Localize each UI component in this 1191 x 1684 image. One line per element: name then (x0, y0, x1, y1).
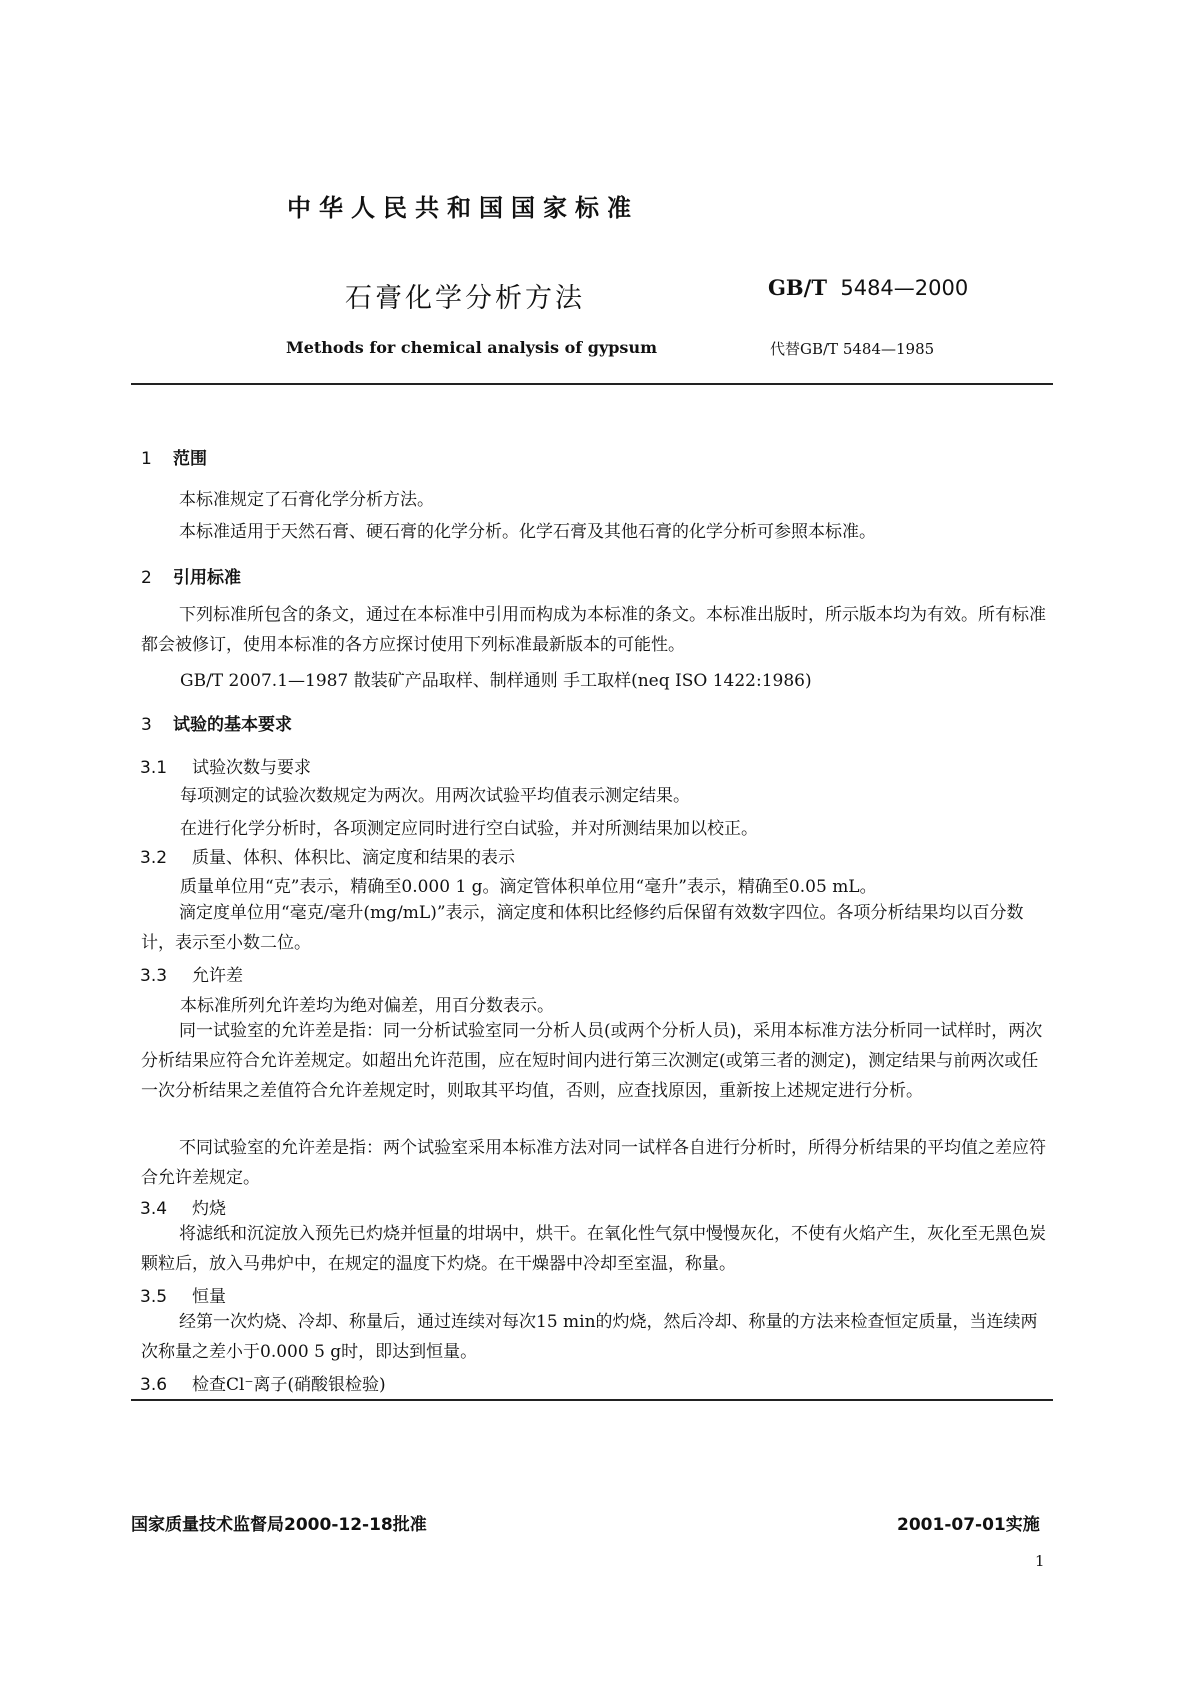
subsection-number: 3.2 (140, 848, 168, 868)
subsection-3-1-heading (140, 753, 311, 778)
subsection-number: 3.4 (140, 1199, 168, 1219)
subsection-number: 3.6 (140, 1375, 168, 1395)
national-standard-title: 中华人民共和国国家标准 (287, 194, 639, 222)
section-title: 引用标准 (173, 568, 241, 588)
reference-standard: GB/T 2007.1—1987 散装矿产品取样、制样通则 手工取样(neq ISO 1422:1986) (180, 671, 812, 691)
subsection-title: 检查Cl⁻离子(硝酸银检验) (192, 1375, 386, 1395)
paragraph: 质量单位用“克”表示，精确至0.000 1 g。滴定管体积单位用“毫升”表示，精确至0.05 mL。 (180, 877, 877, 897)
paragraph: 本标准适用于天然石膏、硬石膏的化学分析。化学石膏及其他石膏的化学分析可参照本标准。 (179, 522, 876, 542)
section-title: 试验的基本要求 (173, 715, 292, 735)
subsection-3-2-heading (140, 843, 515, 868)
subsection-number: 3.3 (140, 966, 168, 986)
paragraph: 本标准所列允许差均为绝对偏差，用百分数表示。 (180, 996, 554, 1016)
section-2-heading (141, 563, 241, 588)
subsection-3-4-heading (140, 1194, 226, 1219)
section-number: 3 (141, 715, 152, 735)
subsection-number: 3.1 (140, 758, 168, 778)
paragraph: 在进行化学分析时，各项测定应同时进行空白试验，并对所测结果加以校正。 (180, 819, 758, 839)
subsection-3-5-heading (140, 1282, 226, 1307)
implementation-date: 2001-07-01实施 (897, 1515, 1040, 1535)
english-title: Methods for chemical analysis of gypsum (286, 338, 657, 357)
standard-prefix: GB/T (768, 275, 827, 300)
approval-note: 国家质量技术监督局2000-12-18批准 (131, 1515, 427, 1535)
subsection-3-3-heading (140, 961, 243, 986)
section-1-heading (141, 444, 207, 469)
paragraph: 滴定度单位用“毫克/毫升(mg/mL)”表示，滴定度和体积比经修约后保留有效数字四位。各项分析结果均以百分数计，表示至小数二位。 (141, 903, 1024, 953)
paragraph: 每项测定的试验次数规定为两次。用两次试验平均值表示测定结果。 (180, 786, 690, 806)
header-divider (131, 383, 1053, 385)
subsection-title: 恒量 (192, 1287, 226, 1307)
subsection-title: 试验次数与要求 (192, 758, 311, 778)
subsection-number: 3.5 (140, 1287, 168, 1307)
paragraph: 经第一次灼烧、冷却、称量后，通过连续对每次15 min的灼烧，然后冷却、称量的方法来检查恒定质量，当连续两次称量之差小于0.000 5 g时，即达到恒量。 (141, 1312, 1038, 1362)
footer-divider (131, 1399, 1053, 1401)
paragraph: 不同试验室的允许差是指：两个试验室采用本标准方法对同一试样各自进行分析时，所得分析结果的平均值之差应符合允许差规定。 (141, 1138, 1046, 1188)
paragraph: 本标准规定了石膏化学分析方法。 (179, 490, 434, 510)
page-number: 1 (1035, 1552, 1045, 1570)
subsection-3-6-heading (140, 1370, 386, 1395)
subsection-title: 允许差 (192, 966, 243, 986)
paragraph: 下列标准所包含的条文，通过在本标准中引用而构成为本标准的条文。本标准出版时，所示版本均为有效。所有标准都会被修订，使用本标准的各方应探讨使用下列标准最新版本的可能性。 (141, 605, 1046, 655)
section-number: 2 (141, 568, 152, 588)
section-3-heading (141, 710, 292, 735)
standard-code: 5484—2000 (840, 276, 969, 300)
document-title: 石膏化学分析方法 (345, 283, 585, 314)
subsection-title: 灼烧 (192, 1199, 226, 1219)
subsection-title: 质量、体积、体积比、滴定度和结果的表示 (192, 848, 515, 868)
standard-number (768, 275, 968, 300)
paragraph: 将滤纸和沉淀放入预先已灼烧并恒量的坩埚中，烘干。在氧化性气氛中慢慢灰化，不使有火焰产生，灰化至无黑色炭颗粒后，放入马弗炉中，在规定的温度下灼烧。在干燥器中冷却至室温，称量。 (141, 1224, 1046, 1274)
section-title: 范围 (173, 449, 207, 469)
paragraph: 同一试验室的允许差是指：同一分析试验室同一分析人员(或两个分析人员)，采用本标准方法分析同一试样时，两次分析结果应符合允许差规定。如超出允许范围，应在短时间内进行第三次测定(或第三者的测定)，测定结果与前两次或任一次分析结果之差值符合允许差规定时，则取其平均值，否则，应查找原因，重新按上述规定进行分析。 (141, 1021, 1043, 1101)
replaces-standard: 代替GB/T 5484—1985 (770, 340, 935, 358)
section-number: 1 (141, 449, 152, 469)
